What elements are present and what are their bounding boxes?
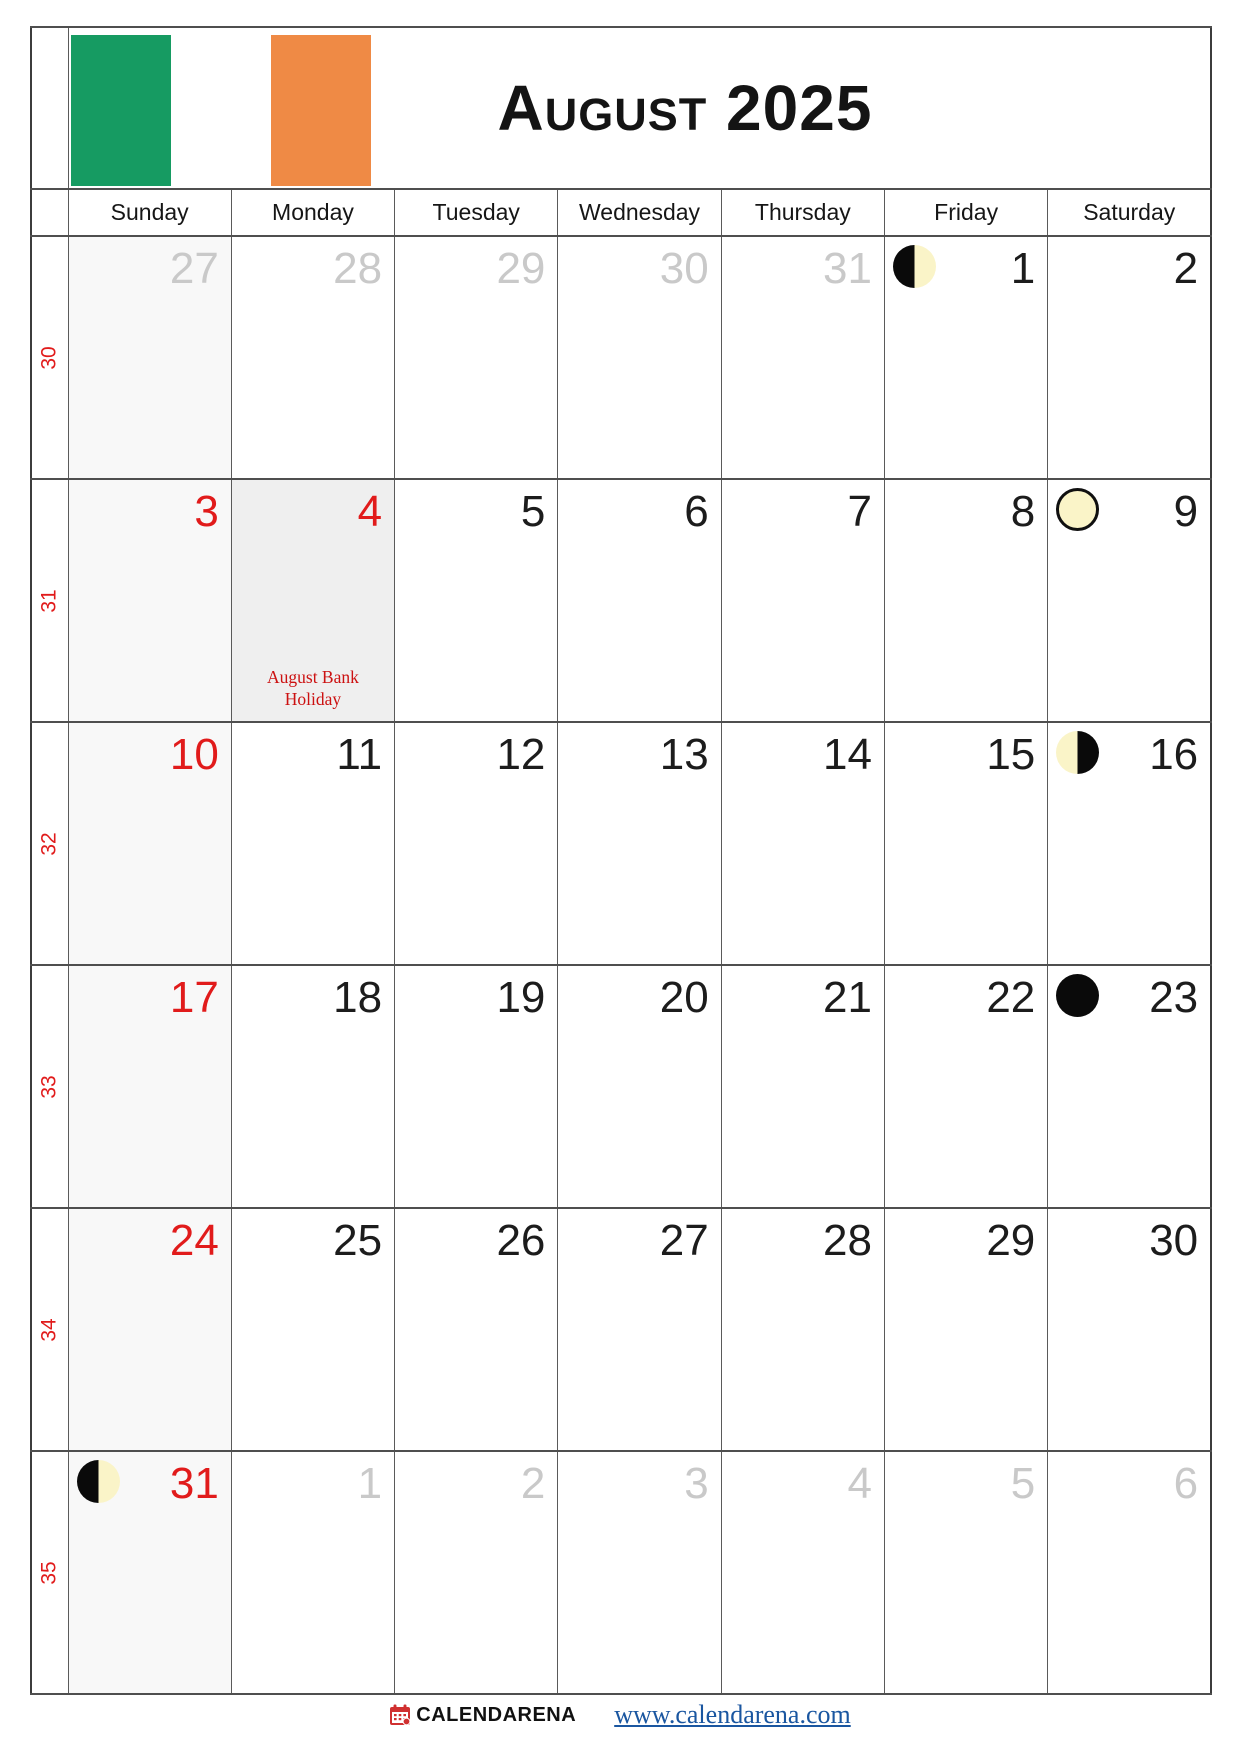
date-label: 29 — [496, 244, 546, 293]
day-cell — [884, 479, 1047, 722]
day-cell — [884, 1208, 1047, 1451]
day-cell — [231, 1208, 394, 1451]
date-label: 3 — [194, 487, 219, 536]
day-cell — [558, 1451, 721, 1694]
week-number-label: 35 — [37, 1560, 61, 1585]
day-cell — [395, 722, 558, 965]
day-cell — [68, 479, 231, 722]
day-cell — [395, 236, 558, 479]
week-column-header — [31, 27, 68, 189]
week-number-label: 32 — [37, 831, 61, 856]
day-cell — [395, 1451, 558, 1694]
flag-orange-band — [271, 35, 371, 186]
day-name-friday: Friday — [884, 189, 1047, 236]
week-row — [31, 479, 1211, 722]
day-cell — [884, 965, 1047, 1208]
day-cell — [68, 1451, 231, 1694]
date-label: 13 — [659, 730, 709, 779]
last-quarter-moon-icon — [1056, 731, 1099, 774]
date-label: 31 — [823, 244, 872, 293]
page-title: August 2025 — [497, 72, 873, 144]
day-cell — [721, 479, 884, 722]
day-cell — [68, 722, 231, 965]
header-row — [31, 27, 1211, 189]
title-cell — [68, 27, 1211, 189]
day-cell — [395, 479, 558, 722]
date-label: 16 — [1149, 730, 1199, 779]
week-number-cell — [31, 965, 68, 1208]
date-label: 4 — [357, 487, 383, 536]
day-cell — [884, 1451, 1047, 1694]
day-cell — [68, 1208, 231, 1451]
day-cell — [1048, 236, 1211, 479]
week-row — [31, 965, 1211, 1208]
week-number-cell — [31, 479, 68, 722]
day-cell — [1048, 1451, 1211, 1694]
week-column-spacer — [31, 189, 68, 236]
date-label: 23 — [1149, 973, 1199, 1022]
date-label: 27 — [169, 244, 219, 293]
date-label: 7 — [847, 487, 872, 536]
day-cell — [231, 236, 394, 479]
day-cell — [721, 722, 884, 965]
date-label: 5 — [520, 487, 546, 536]
date-label: 3 — [684, 1459, 709, 1508]
date-label: 28 — [333, 244, 383, 293]
day-cell — [395, 1208, 558, 1451]
date-label: 25 — [333, 1216, 383, 1265]
day-cell — [558, 722, 721, 965]
date-label: 17 — [169, 973, 219, 1022]
date-label: 15 — [986, 730, 1036, 779]
day-cell — [884, 236, 1047, 479]
day-name-sunday: Sunday — [68, 189, 231, 236]
week-row — [31, 1208, 1211, 1451]
week-row — [31, 722, 1211, 965]
date-label: 1 — [357, 1459, 383, 1508]
day-name-monday: Monday — [231, 189, 394, 236]
date-label: 12 — [496, 730, 546, 779]
brand-logo — [389, 1704, 576, 1727]
calendar-icon — [389, 1704, 411, 1726]
day-cell — [231, 722, 394, 965]
day-cell — [68, 965, 231, 1208]
date-label: 8 — [1010, 487, 1036, 536]
date-label: 10 — [169, 730, 219, 779]
week-number-label: 34 — [37, 1317, 61, 1342]
date-label: 28 — [823, 1216, 872, 1265]
site-link[interactable]: www.calendarena.com — [614, 1700, 851, 1729]
week-row — [31, 1451, 1211, 1694]
day-cell — [721, 1208, 884, 1451]
date-label: 30 — [1149, 1216, 1199, 1265]
date-label: 22 — [986, 973, 1036, 1022]
day-cell — [1048, 965, 1211, 1208]
week-number-label: 31 — [37, 588, 61, 613]
day-cell — [558, 1208, 721, 1451]
date-label: 6 — [684, 487, 709, 536]
date-label: 26 — [496, 1216, 546, 1265]
date-label: 18 — [333, 973, 383, 1022]
date-label: 6 — [1173, 1459, 1199, 1508]
date-label: 9 — [1173, 487, 1199, 536]
date-label: 21 — [823, 973, 872, 1022]
day-cell — [68, 236, 231, 479]
day-cell — [558, 965, 721, 1208]
date-label: 4 — [847, 1459, 872, 1508]
week-number-label: 30 — [37, 345, 61, 370]
brand-name: CALENDARENA — [416, 1703, 577, 1726]
day-names-row — [31, 189, 1211, 236]
first-quarter-moon-icon — [77, 1460, 120, 1503]
day-cell — [231, 479, 394, 722]
date-label: 31 — [169, 1459, 219, 1508]
day-cell — [1048, 1208, 1211, 1451]
full-moon-icon — [1056, 488, 1099, 531]
date-label: 2 — [1173, 244, 1199, 293]
date-label: 19 — [496, 973, 546, 1022]
date-label: 2 — [520, 1459, 546, 1508]
date-label: 20 — [659, 973, 709, 1022]
ireland-flag — [71, 35, 371, 186]
day-cell — [395, 965, 558, 1208]
holiday-label: August Bank Holiday — [267, 666, 359, 710]
date-label: 5 — [1010, 1459, 1036, 1508]
week-number-cell — [31, 1208, 68, 1451]
day-name-saturday: Saturday — [1048, 189, 1211, 236]
date-label: 1 — [1010, 244, 1036, 293]
day-cell — [558, 479, 721, 722]
week-number-cell — [31, 236, 68, 479]
date-label: 30 — [659, 244, 709, 293]
week-number-cell — [31, 722, 68, 965]
day-cell — [721, 1451, 884, 1694]
date-label: 24 — [169, 1216, 219, 1265]
day-cell — [558, 236, 721, 479]
day-name-tuesday: Tuesday — [395, 189, 558, 236]
day-cell — [884, 722, 1047, 965]
date-label: 11 — [336, 730, 383, 779]
flag-white-band — [171, 35, 271, 186]
footer — [0, 1700, 1240, 1730]
day-cell — [1048, 722, 1211, 965]
week-number-cell — [31, 1451, 68, 1694]
day-name-thursday: Thursday — [721, 189, 884, 236]
calendar-table — [30, 26, 1212, 1695]
day-cell — [1048, 479, 1211, 722]
flag-green-band — [71, 35, 171, 186]
date-label: 29 — [986, 1216, 1036, 1265]
week-row — [31, 236, 1211, 479]
day-cell — [721, 236, 884, 479]
day-cell — [231, 965, 394, 1208]
date-label: 27 — [659, 1216, 709, 1265]
new-moon-icon — [1056, 974, 1099, 1017]
day-name-wednesday: Wednesday — [558, 189, 721, 236]
first-quarter-moon-icon — [893, 245, 936, 288]
week-number-label: 33 — [37, 1074, 61, 1099]
day-cell — [721, 965, 884, 1208]
date-label: 14 — [823, 730, 872, 779]
day-cell — [231, 1451, 394, 1694]
